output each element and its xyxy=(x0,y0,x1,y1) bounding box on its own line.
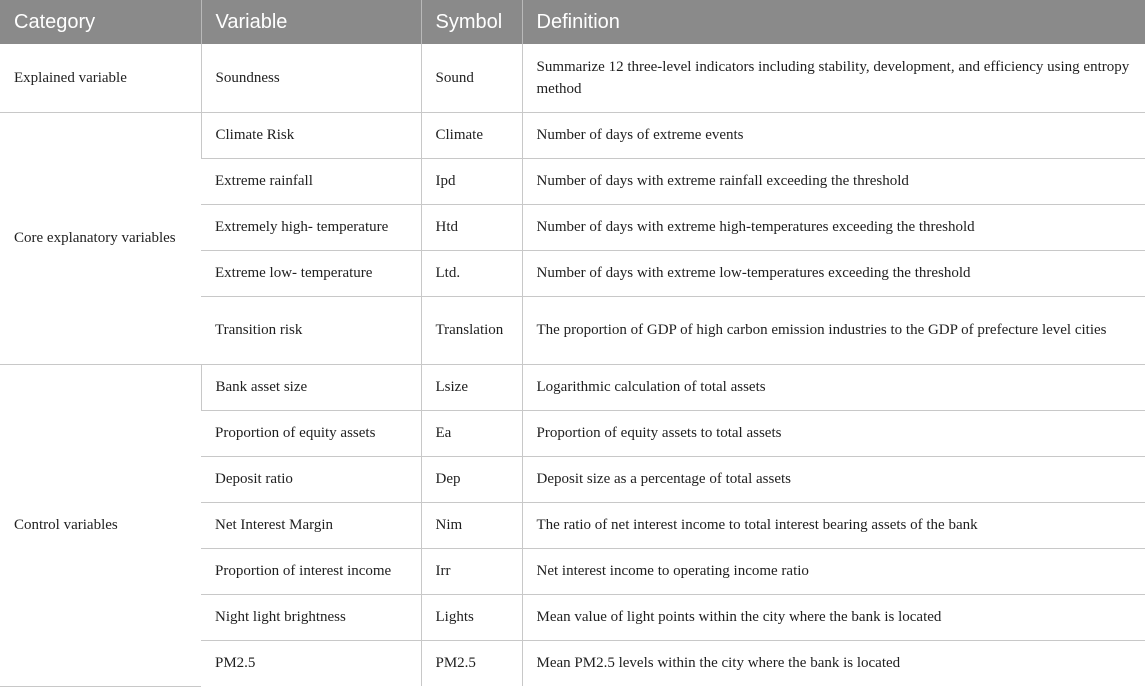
variable-cell: Proportion of interest income xyxy=(201,548,421,594)
definition-cell: Summarize 12 three-level indicators including stability, development, and efficiency using entropy method xyxy=(522,44,1145,112)
variable-cell: Extreme rainfall xyxy=(201,158,421,204)
variable-cell: Proportion of equity assets xyxy=(201,410,421,456)
variable-cell: Night light brightness xyxy=(201,594,421,640)
variable-cell: Extremely high- temperature xyxy=(201,204,421,250)
variable-cell: Extreme low- temperature xyxy=(201,250,421,296)
variable-cell: Net Interest Margin xyxy=(201,502,421,548)
definition-cell: Mean PM2.5 levels within the city where the bank is located xyxy=(522,640,1145,686)
category-cell: Core explanatory variables xyxy=(0,112,201,364)
variable-cell: Transition risk xyxy=(201,296,421,364)
table-row xyxy=(0,112,1145,158)
category-cell: Control variables xyxy=(0,364,201,686)
definition-cell: Number of days with extreme rainfall exceeding the threshold xyxy=(522,158,1145,204)
symbol-cell: Lsize xyxy=(421,364,522,410)
symbol-cell: Translation xyxy=(421,296,522,364)
symbol-cell: Htd xyxy=(421,204,522,250)
table-row xyxy=(0,364,1145,410)
symbol-cell: Ipd xyxy=(421,158,522,204)
symbol-cell: Sound xyxy=(421,44,522,112)
definition-cell: The proportion of GDP of high carbon emission industries to the GDP of prefecture level cities xyxy=(522,296,1145,364)
symbol-cell: Climate xyxy=(421,112,522,158)
symbol-cell: Irr xyxy=(421,548,522,594)
header-category: Category xyxy=(0,0,201,44)
symbol-cell: Ltd. xyxy=(421,250,522,296)
symbol-cell: Ea xyxy=(421,410,522,456)
symbol-cell: PM2.5 xyxy=(421,640,522,686)
header-definition: Definition xyxy=(522,0,1145,44)
variable-cell: Climate Risk xyxy=(201,112,421,158)
definition-cell: Logarithmic calculation of total assets xyxy=(522,364,1145,410)
definition-cell: The ratio of net interest income to total interest bearing assets of the bank xyxy=(522,502,1145,548)
table-body xyxy=(0,44,1145,686)
header-symbol: Symbol xyxy=(421,0,522,44)
definition-cell: Number of days with extreme high-temperatures exceeding the threshold xyxy=(522,204,1145,250)
table-row xyxy=(0,44,1145,112)
symbol-cell: Nim xyxy=(421,502,522,548)
variable-cell: PM2.5 xyxy=(215,655,256,672)
variable-cell: Soundness xyxy=(201,44,421,112)
definition-cell: Deposit size as a percentage of total assets xyxy=(522,456,1145,502)
symbol-cell: Dep xyxy=(421,456,522,502)
header-variable: Variable xyxy=(201,0,421,44)
definition-cell: Net interest income to operating income ratio xyxy=(522,548,1145,594)
symbol-cell: Lights xyxy=(421,594,522,640)
table-header xyxy=(0,0,1145,44)
variable-cell: Bank asset size xyxy=(201,364,421,410)
definition-cell: Mean value of light points within the city where the bank is located xyxy=(522,594,1145,640)
definition-cell: Number of days of extreme events xyxy=(522,112,1145,158)
definition-cell: Number of days with extreme low-temperatures exceeding the threshold xyxy=(522,250,1145,296)
category-cell: Explained variable xyxy=(0,44,201,112)
variable-cell: Deposit ratio xyxy=(201,456,421,502)
definition-cell: Proportion of equity assets to total assets xyxy=(522,410,1145,456)
